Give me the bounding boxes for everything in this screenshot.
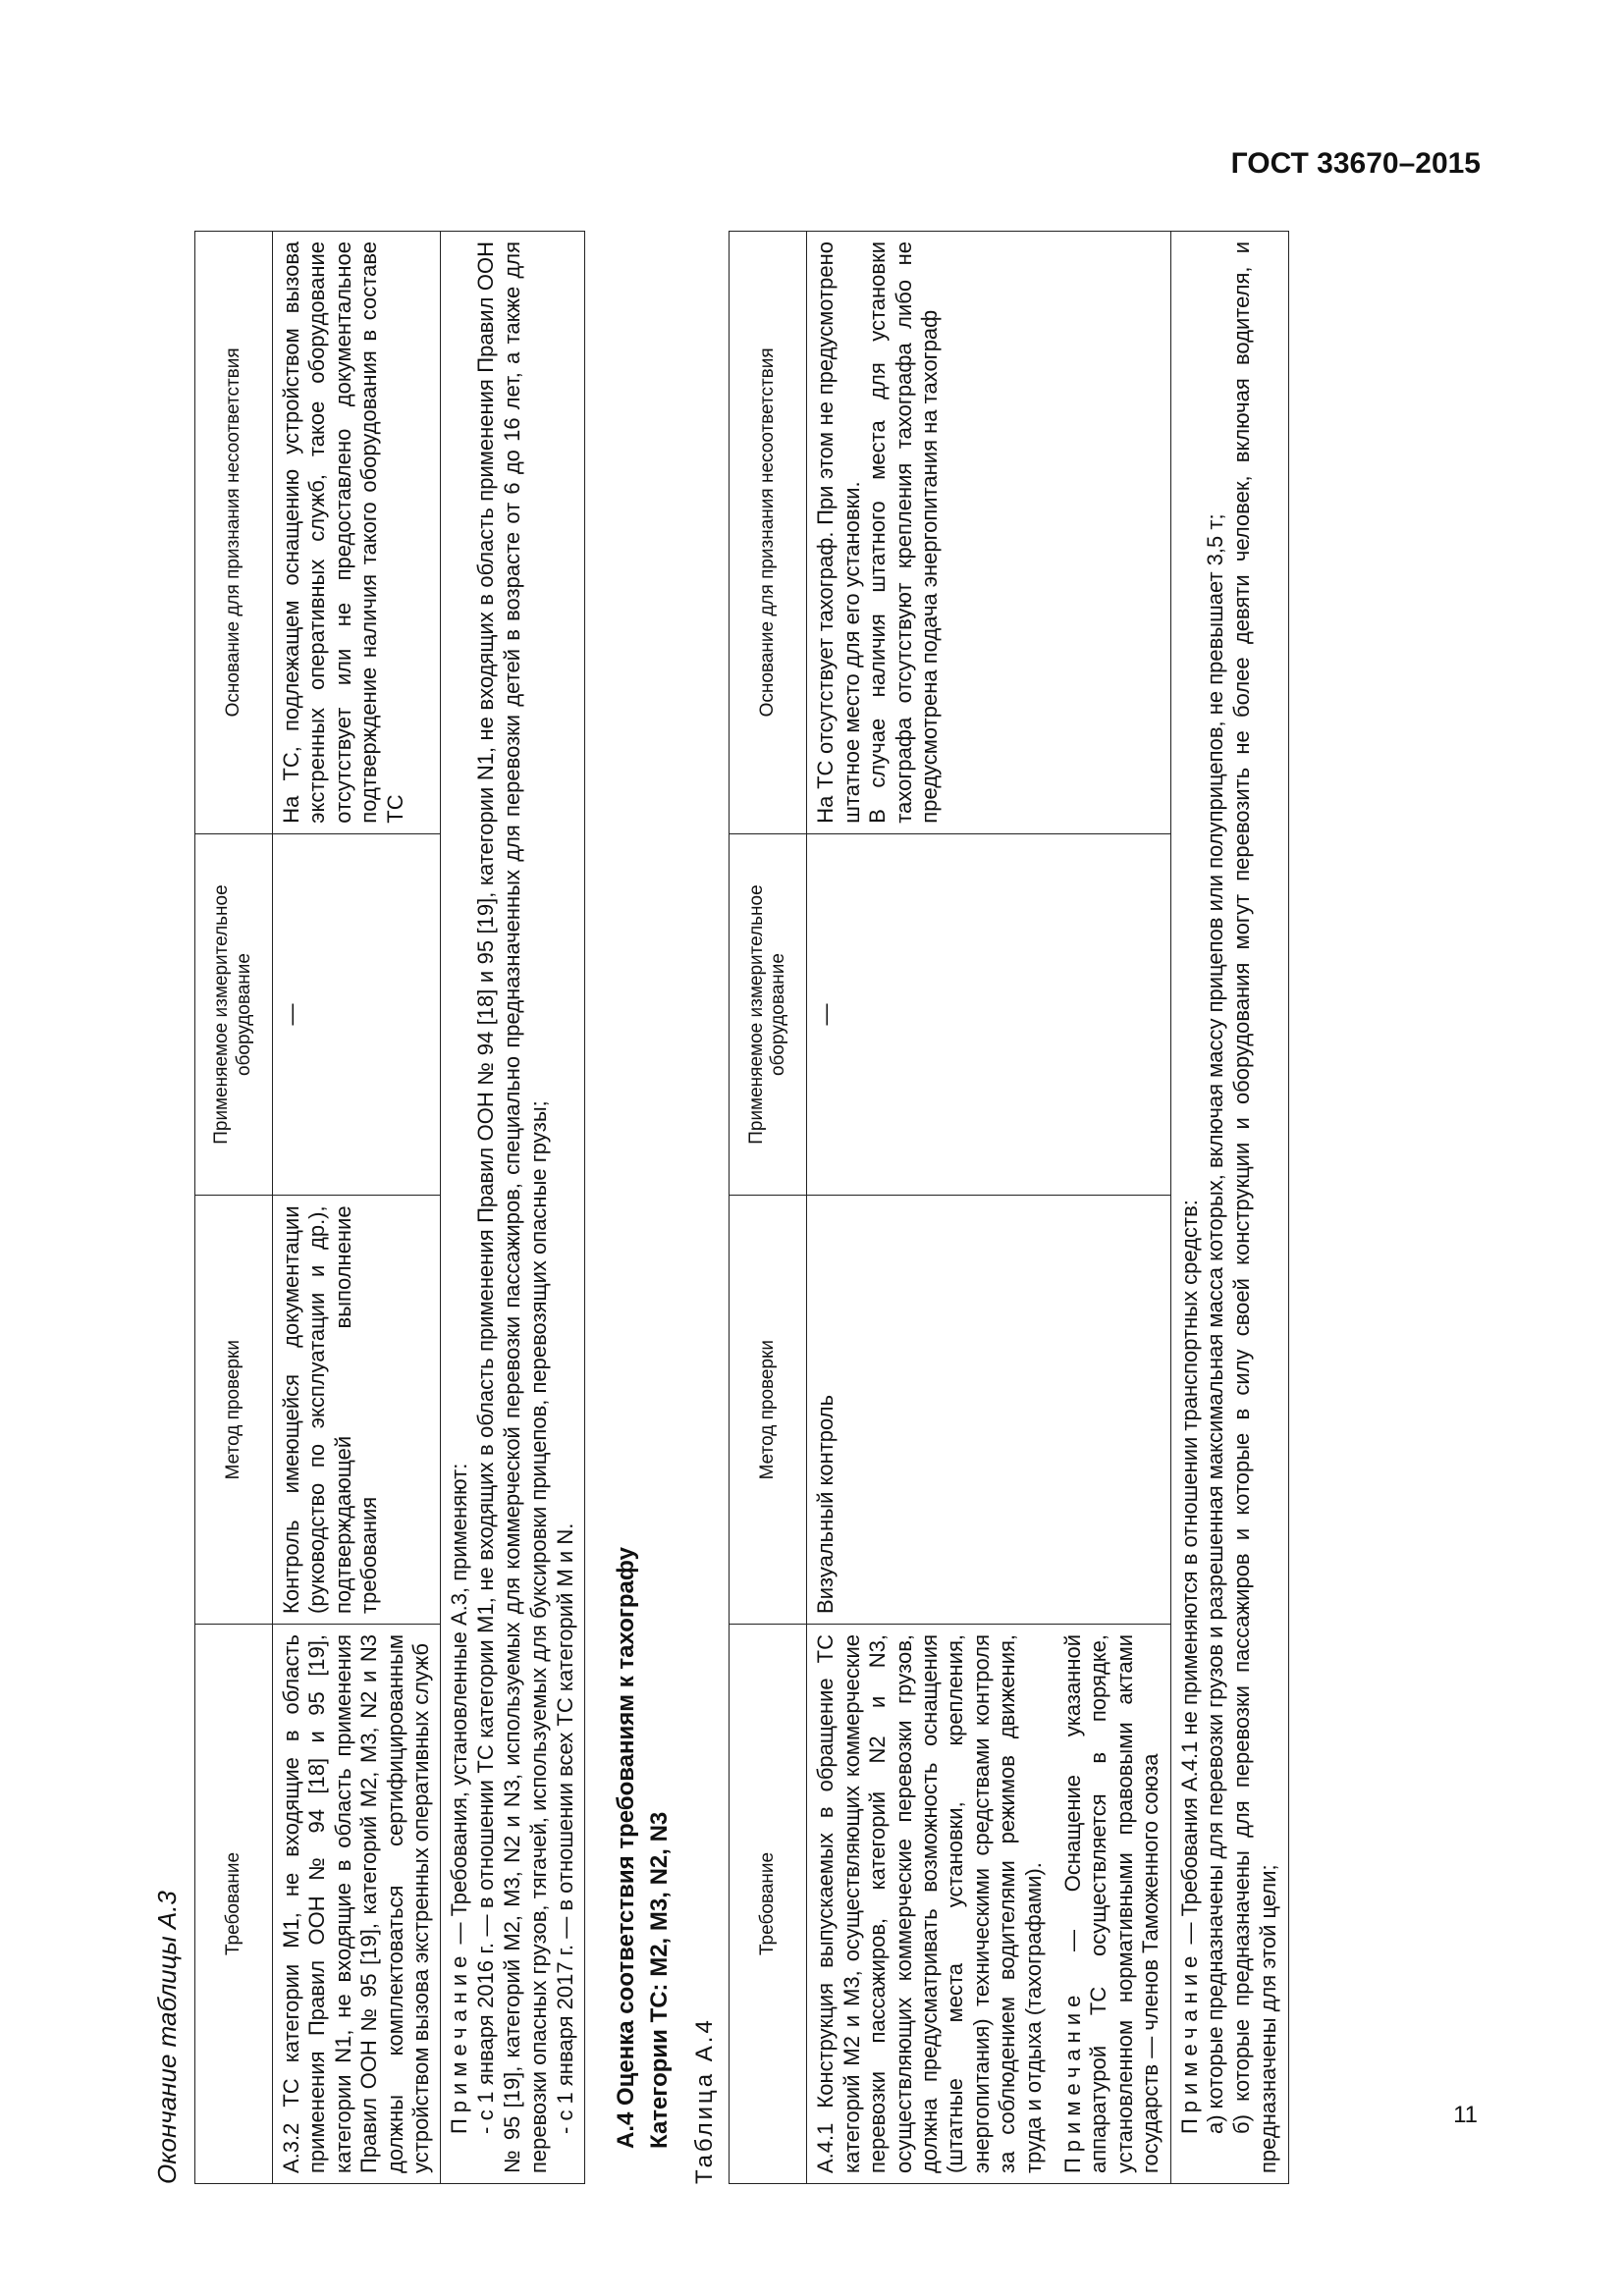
table-a3-note-row [441,232,585,2184]
column-header: Требование [730,1624,807,2183]
table-a3 [194,231,585,2184]
table-a3-note [441,232,585,2184]
table-a4-name: Таблица А.4 [691,2017,719,2184]
method-cell: Контроль имеющейся документации (руководство по эксплуатации и др.), подтверждающей выполнение требования [273,1196,441,1625]
note-intro: — Требования, установленные А.3, применяют: [447,1463,472,1945]
table-a4-header [730,232,807,2184]
note-intro: — Требования А.4.1 не применяются в отношении транспортных средств: [1176,1200,1202,1945]
basis-text: В случае наличия штатного места для установки тахографа отсутствуют крепления тахографа либо не предусмотрена подача энергопитания на тахограф [865,241,943,824]
table-row [273,232,441,2184]
table-a4-note-row [1170,232,1288,2184]
note-item: а) которые предназначены для перевозки грузов и разрешенная максимальная масса которых, включая массу прицепов или полуприцепов, не превышает 3,5 т; [1203,513,1228,2134]
column-header: Метод проверки [195,1196,273,1625]
column-header: Применяемое измерительное оборудование [195,833,273,1196]
column-header: Основание для признания несоответствия [730,232,807,834]
section-a4-subtitle: Категории ТС: M2, M3, N2, N3 [646,1811,674,2149]
column-header: Применяемое измерительное оборудование [730,833,807,1196]
note-label: Примечание [447,1949,472,2134]
equipment-cell: — [807,833,1170,1196]
basis-cell: На ТС, подлежащем оснащению устройством вызова экстренных оперативных служб, такое оборудование отсутствует или не предоставлено документальное подтверждение наличия такого оборудования в составе ТС [273,232,441,834]
requirement-note [1060,1634,1164,2173]
note-item: - с 1 января 2017 г. — в отношении всех ТС категорий M и N. [552,1522,577,2134]
requirement-cell [807,1624,1170,2183]
note-label: Примечание [1060,1989,1085,2173]
table-a3-header [195,232,273,2184]
table-a3-caption: Окончание таблицы А.3 [152,1891,182,2184]
requirement-text: А.4.1 Конструкция выпускаемых в обращение ТС категорий M2 и M3, осуществляющих коммерческие перевозки пассажиров, категорий N2 и N3, осуществляющих коммерческие перевозки грузов, должна предусматривать возможность оснащения (штатные места установки, крепления, энергопитания) техническими средствами контроля за соблюдением водителями режимов движения, труда и отдыха (тахографами). [813,1633,1046,2173]
section-a4-title: А.4 Оценка соответствия требованиям к тахографу [613,1547,640,2149]
note-item: - с 1 января 2016 г. — в отношении ТС категории M1, не входящих в область применения Правил ООН № 94 [18] и 95 [19], категории N1, не входящих в область применения Правил ООН № 95 [19], категорий M2, M3, N2 и N3, используемых для коммерческой перевозки пассажиров, специально предназначенных для перевозки детей в возрасте от 6 до 16 лет, а также для перевозки опасных грузов, тягачей, используемых для буксировки прицепов, перевозящих опасные грузы; [473,241,551,2173]
requirement-cell: А.3.2 ТС категории M1, не входящие в область применения Правил ООН № 94 [18] и 95 [19], категории N1, не входящие в область применения Правил ООН № 95 [19], категорий M2, M3, N2 и N3 должны комплектоваться сертифицированным устройством вызова экстренных оперативных служб [273,1624,441,2183]
method-cell: Визуальный контроль [807,1196,1170,1625]
table-row [807,232,1170,2184]
document-code: ГОСТ 33670–2015 [1230,147,1481,180]
basis-cell [807,232,1170,834]
note-item: б) которые предназначены для перевозки пассажиров и которые в силу своей конструкции и оборудования могут перевозить не более девяти человек, включая водителя, и предназначены для этой цели; [1229,241,1281,2173]
table-a4 [729,231,1288,2184]
table-a4-note [1170,232,1288,2184]
rotated-content [152,231,1483,2184]
basis-text: На ТС отсутствует тахограф. При этом не предусмотрено штатное место для его установки. [813,241,864,824]
note-text: — Оснащение указанной аппаратурой ТС осуществляется в порядке, установленном нормативными правовыми актами государств — членов Таможенного союза [1060,1633,1163,2173]
column-header: Требование [195,1624,273,2183]
equipment-cell: — [273,833,441,1196]
page-number: 11 [1453,2102,1478,2128]
column-header: Основание для признания несоответствия [195,232,273,834]
column-header: Метод проверки [730,1196,807,1625]
note-label: Примечание [1176,1949,1202,2134]
